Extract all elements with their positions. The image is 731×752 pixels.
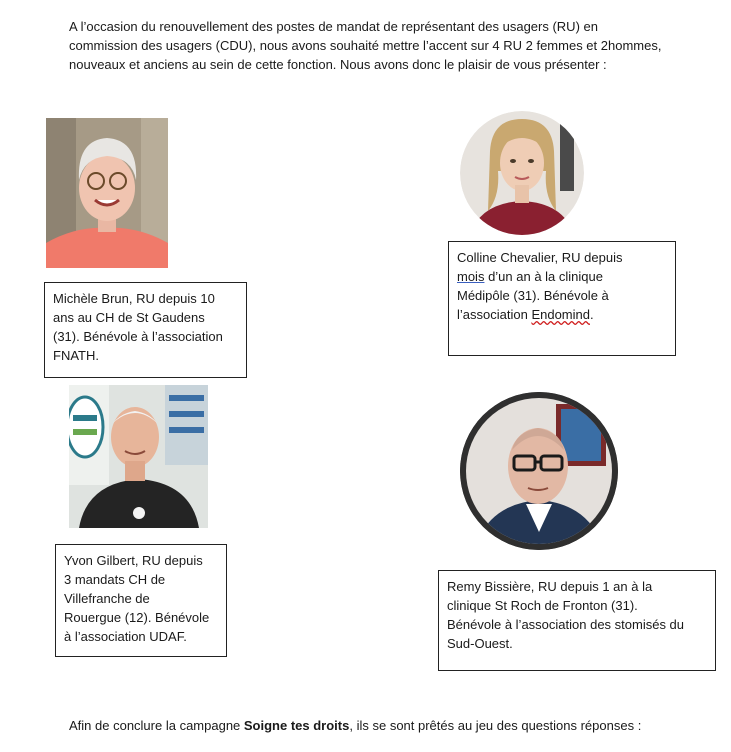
caption-text: l’association	[457, 307, 532, 322]
caption-remy-bissiere	[438, 570, 716, 671]
caption-line: Rouergue (12). Bénévole	[64, 610, 210, 625]
caption-line: Sud-Ouest.	[447, 636, 513, 651]
caption-line: à l’association UDAF.	[64, 629, 187, 644]
caption-line	[457, 267, 667, 286]
caption-yvon-gilbert	[55, 544, 227, 657]
caption-line: clinique St Roch de Fronton (31).	[447, 598, 638, 613]
portrait-elderly-man-icon	[69, 385, 208, 528]
portrait-woman-white-hair-icon	[46, 118, 168, 268]
caption-text: d’un an à la clinique	[484, 269, 603, 284]
caption-line: Colline Chevalier, RU depuis	[457, 250, 623, 265]
intro-paragraph: A l’occasion du renouvellement des postes de mandat de représentant des usagers (RU) en commission des usagers (CDU), nous avons souhaité mettre l’accent sur 4 RU 2 femmes et 2hommes, nouveaux et anciens au sein de cette fonction. Nous avons donc le plaisir de vous présenter :	[69, 19, 662, 72]
photo-michele-brun	[46, 118, 168, 268]
photo-colline-chevalier	[460, 111, 584, 235]
caption-line: (31). Bénévole à l’association	[53, 329, 223, 344]
outro-paragraph	[69, 716, 669, 735]
portrait-young-woman-icon	[460, 111, 584, 235]
outro-text: , ils se sont prêtés au jeu des questions réponses :	[349, 718, 642, 733]
photo-remy-bissiere	[460, 392, 618, 550]
caption-line: Remy Bissière, RU depuis 1 an à la	[447, 579, 653, 594]
underlined-word: mois	[457, 269, 485, 284]
campaign-name: Soigne tes droits	[243, 718, 350, 733]
caption-line: Médipôle (31). Bénévole à	[457, 288, 609, 303]
caption-text: .	[589, 307, 594, 322]
caption-line: ans au CH de St Gaudens	[53, 310, 205, 325]
misspelled-word: Endomind	[531, 307, 590, 322]
caption-line: Bénévole à l’association des stomisés du	[447, 617, 685, 632]
caption-line	[457, 305, 667, 324]
portrait-man-glasses-icon	[460, 392, 618, 550]
photo-yvon-gilbert	[69, 385, 208, 528]
caption-colline-chevalier	[448, 241, 676, 356]
caption-line: FNATH.	[53, 348, 99, 363]
caption-line: Villefranche de	[64, 591, 150, 606]
caption-michele-brun	[44, 282, 247, 378]
caption-line: 3 mandats CH de	[64, 572, 166, 587]
outro-text: Afin de conclure la campagne	[69, 718, 244, 733]
caption-line: Michèle Brun, RU depuis 10	[53, 291, 215, 306]
caption-line: Yvon Gilbert, RU depuis	[64, 553, 203, 568]
